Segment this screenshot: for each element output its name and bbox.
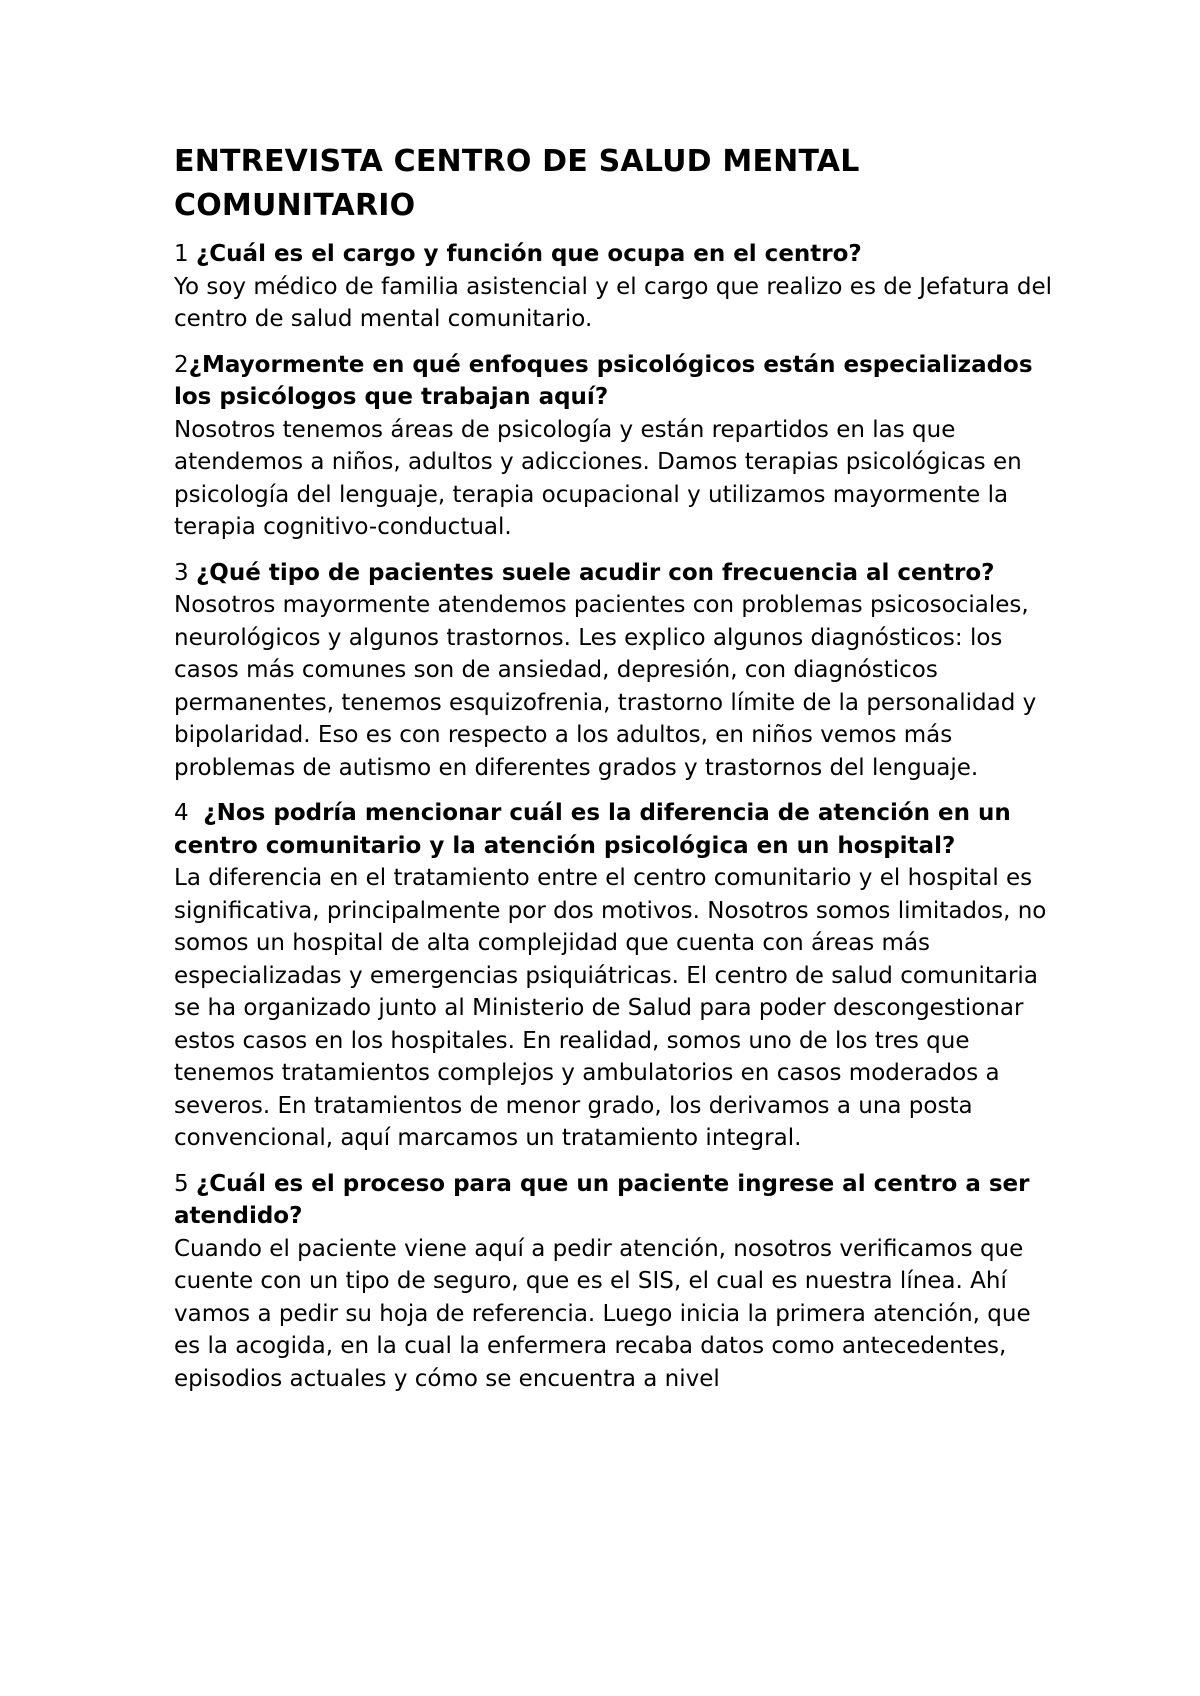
question-number: 4 [174, 800, 204, 826]
answer-5: Cuando el paciente viene aquí a pedir atención, nosotros verificamos que cuente con un tipo de seguro, que es el SIS, el cual es nuestra línea. Ahí vamos a pedir su hoja de referencia. Luego inicia la primera atención, que es la acogida, en la cual la enfermera recaba datos como antecedentes, episodios actuales y cómo se encuentra a nivel [174, 1235, 1031, 1392]
answer-2: Nosotros tenemos áreas de psicología y están repartidos en las que atendemos a niños, adultos y adicciones. Damos terapias psicológicas en psicología del lenguaje, terapia ocupacional y utilizamos mayormente la terapia cognitivo-conductual. [174, 416, 1022, 540]
document-title: ENTREVISTA CENTRO DE SALUD MENTAL COMUNITARIO [174, 144, 860, 223]
qa-item-2 [174, 349, 1054, 544]
qa-item-1 [174, 238, 1054, 336]
question-number: 5 [174, 1170, 196, 1197]
question-text: ¿Qué tipo de pacientes suele acudir con frecuencia al centro? [195, 559, 995, 586]
question-5 [174, 1168, 1054, 1233]
question-number: 2 [174, 351, 189, 378]
question-2 [174, 349, 1054, 414]
qa-item-5 [174, 1168, 1054, 1396]
qa-item-4 [174, 797, 1054, 1155]
question-text: ¿Mayormente en qué enfoques psicológicos están especializados los psicólogos que trabajan aquí? [174, 351, 1033, 410]
answer-1: Yo soy médico de familia asistencial y el cargo que realizo es de Jefatura del centro de salud mental comunitario. [174, 273, 1053, 332]
question-text: ¿Cuál es el cargo y función que ocupa en el centro? [195, 241, 862, 267]
question-1 [174, 238, 1054, 271]
qa-item-3 [174, 557, 1054, 785]
document-page [174, 140, 1054, 1408]
answer-3: Nosotros mayormente atendemos pacientes con problemas psicosociales, neurológicos y algunos trastornos. Les explico algunos diagnósticos: los casos más comunes son de ansiedad, depresión, con diagnósticos permanentes, tenemos esquizofrenia, trastorno límite de la personalidad y bipolaridad. Eso es con respecto a los adultos, en niños vemos más problemas de autismo en diferentes grados y trastornos del lenguaje. [174, 592, 1037, 781]
question-text: ¿Nos podría mencionar cuál es la diferencia de atención en un centro comunitario y la atención psicológica en un hospital? [174, 800, 1011, 859]
question-text: ¿Cuál es el proceso para que un paciente ingrese al centro a ser atendido? [174, 1170, 1030, 1229]
question-4 [174, 797, 1054, 862]
question-number: 3 [174, 559, 196, 586]
question-3 [174, 557, 1054, 590]
answer-4: La diferencia en el tratamiento entre el centro comunitario y el hospital es significativa, principalmente por dos motivos. Nosotros somos limitados, no somos un hospital de alta complejidad que cuenta con áreas más especializadas y emergencias psiquiátricas. El centro de salud comunitaria se ha organizado junto al Ministerio de Salud para poder descongestionar estos casos en los hospitales. En realidad, somos uno de los tres que tenemos tratamientos complejos y ambulatorios en casos moderados a severos. En tratamientos de menor grado, los derivamos a una posta convencional, aquí marcamos un tratamiento integral. [174, 865, 1047, 1151]
question-number: 1 [174, 241, 196, 267]
